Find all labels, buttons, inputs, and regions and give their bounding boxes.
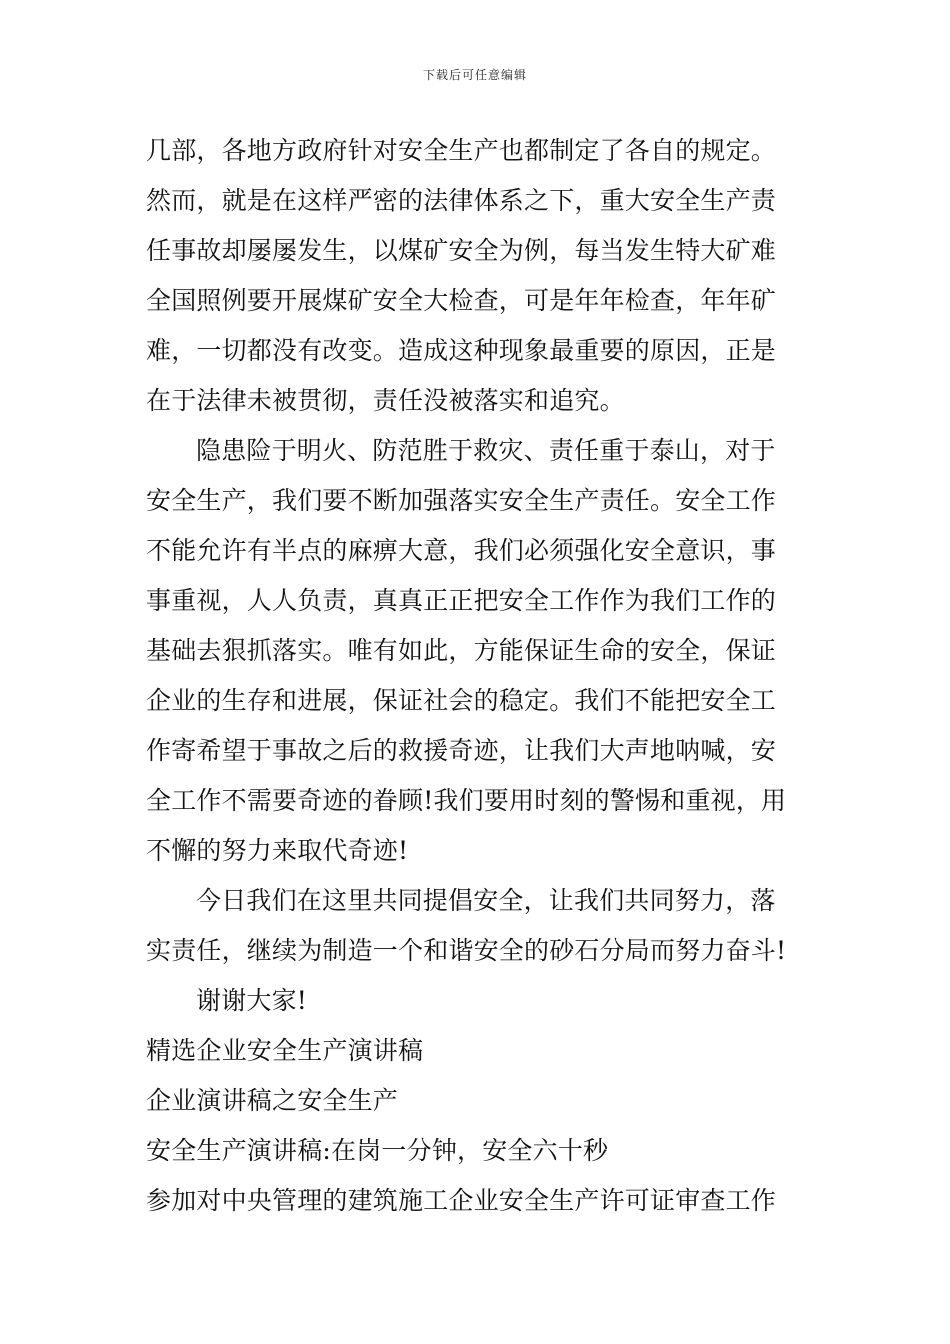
closing-line: 谢谢大家! <box>196 986 308 1015</box>
text-line: 然而，就是在这样严密的法律体系之下，重大安全生产责 <box>146 186 777 215</box>
related-title: 参加对中央管理的建筑施工企业安全生产许可证审查工作 <box>146 1186 777 1215</box>
text-line: 不能允许有半点的麻痹大意，我们必须强化安全意识，事 <box>146 536 777 565</box>
page-header: 下载后可任意编辑 <box>422 68 527 82</box>
text-line: 全国照例要开展煤矿安全大检查，可是年年检查，年年矿 <box>146 286 777 315</box>
document-body <box>146 126 808 1226</box>
text-line: 实责任，继续为制造一个和谐安全的砂石分局而努力奋斗! <box>146 936 787 965</box>
text-line: 难，一切都没有改变。造成这种现象最重要的原因，正是 <box>146 336 777 365</box>
text-line: 不懈的努力来取代奇迹! <box>146 836 409 865</box>
text-line: 企业的生存和进展，保证社会的稳定。我们不能把安全工 <box>146 686 777 715</box>
text-line: 在于法律未被贯彻，责任没被落实和追究。 <box>146 386 625 415</box>
related-title: 安全生产演讲稿:在岗一分钟，安全六十秒 <box>146 1136 609 1165</box>
paragraph-start-line: 今日我们在这里共同提倡安全，让我们共同努力，落 <box>196 886 776 915</box>
related-title: 精选企业安全生产演讲稿 <box>146 1036 424 1065</box>
paragraph-start-line: 隐患险于明火、防范胜于救灾、责任重于泰山，对于 <box>196 436 776 465</box>
text-line: 安全生产，我们要不断加强落实安全生产责任。安全工作 <box>146 486 777 515</box>
text-line: 全工作不需要奇迹的眷顾!我们要用时刻的警惕和重视，用 <box>146 786 787 815</box>
text-line: 基础去狠抓落实。唯有如此，方能保证生命的安全，保证 <box>146 636 777 665</box>
text-line: 几部，各地方政府针对安全生产也都制定了各自的规定。 <box>146 136 777 165</box>
text-line: 作寄希望于事故之后的救援奇迹，让我们大声地呐喊，安 <box>146 736 777 765</box>
related-title: 企业演讲稿之安全生产 <box>146 1086 399 1115</box>
text-line: 任事故却屡屡发生，以煤矿安全为例，每当发生特大矿难 <box>146 236 777 265</box>
text-line: 事重视，人人负责，真真正正把安全工作作为我们工作的 <box>146 586 777 615</box>
